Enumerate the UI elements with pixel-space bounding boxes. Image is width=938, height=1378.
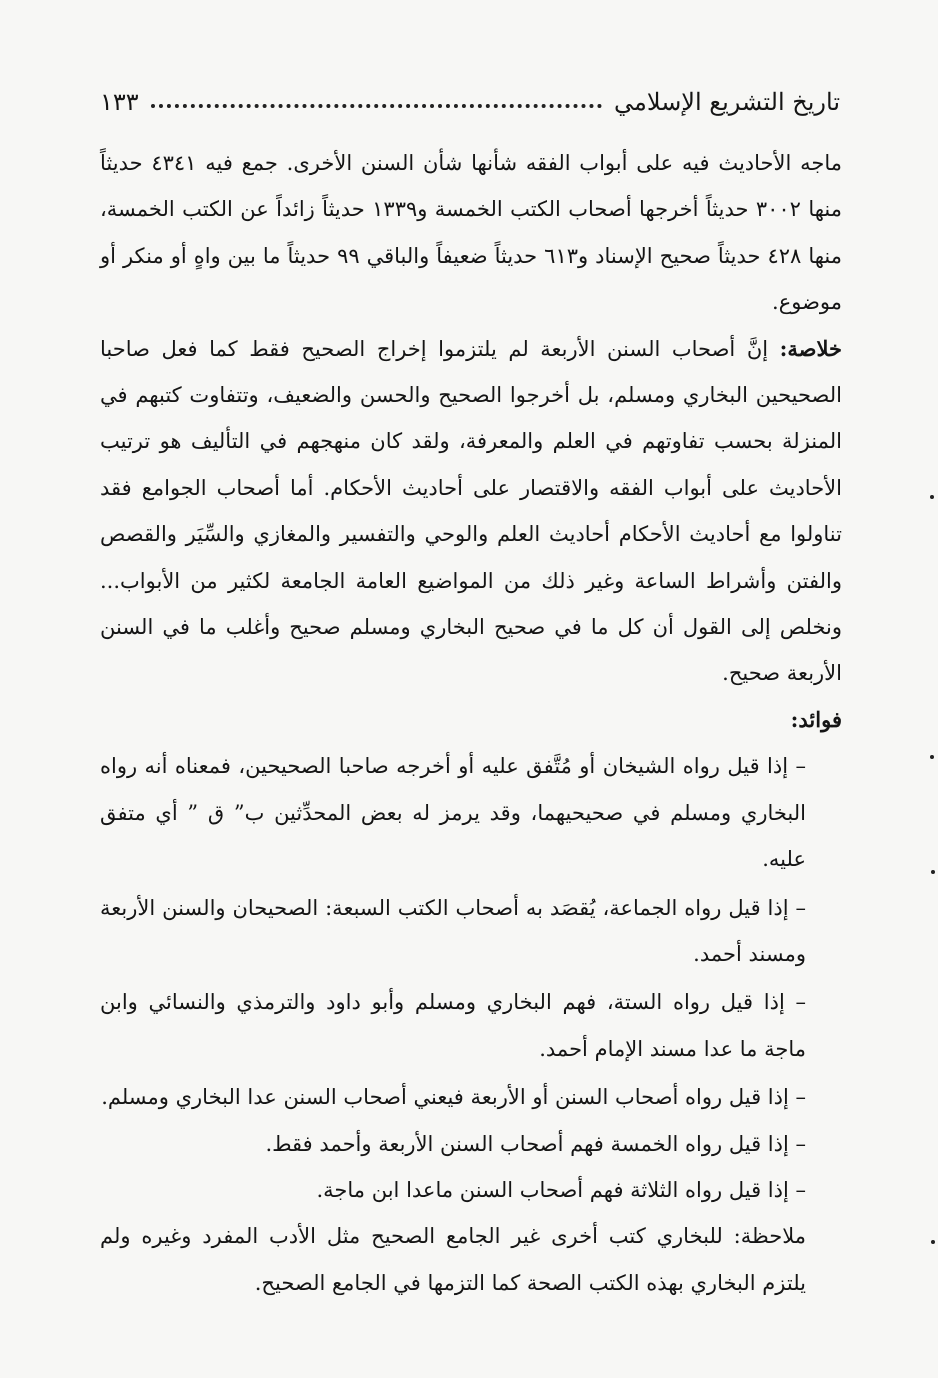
paragraph-ibn-majah: ماجه الأحاديث فيه على أبواب الفقه شأنها شأن السنن الأخرى. جمع فيه ٤٣٤١ حديثاً منها ٣٠٠٢ حديثاً أخرجها أصحاب الكتب الخمسة و١٣٣٩ حديثاً زائداً عن الكتب الخمسة، منها ٤٢٨ حديثاً صحيح الإسناد و٦١٣ حديثاً ضعيفاً والباقي ٩٩ حديثاً ما بين واهٍ أو منكر أو موضوع. [100, 151, 843, 315]
fawaid-heading: فوائد: [790, 706, 842, 732]
fawaid-item-jamaa: – إذا قيل رواه الجماعة، يُقصَد به أصحاب الكتب السبعة: الصحيحان والسنن الأربعة ومسند أحمد. [100, 895, 806, 966]
running-header [100, 84, 840, 120]
summary-label: خلاصة: [779, 335, 842, 361]
fawaid-item-sitta: – إذا قيل رواه الستة، فهم البخاري ومسلم وأبو داود والترمذي والنسائي وابن ماجة ما عدا مسند الإمام أحمد. [100, 990, 806, 1061]
page-number: ١٣٣ [100, 88, 139, 116]
paragraph-summary [100, 326, 842, 697]
page-body [100, 140, 842, 1306]
summary-text: إنَّ أصحاب السنن الأربعة لم يلتزموا إخراج الصحيح فقط كما فعل صاحبا الصحيحين البخاري ومسلم، بل أخرجوا الصحيح والحسن والضعيف، وتتفاوت كتبهم في المنزلة بحسب تفاوتهم في العلم والمعرفة، ولقد كان منهجهم في التأليف هو ترتيب الأحاديث على أبواب الفقه والاقتصار على أحاديث الأحكام. أما أصحاب الجوامع فقد تناولوا مع أحاديث الأحكام أحاديث العلم والوحي والتفسير والمغازي والسِّيَر والقصص والفتن وأشراط الساعة وغير ذلك من المواضيع العامة الجامعة لكثير من الأبواب... ونخلص إلى القول أن كل ما في صحيح البخاري ومسلم صحيح وأغلب ما في السنن الأربعة صحيح. [100, 336, 842, 686]
fawaid-item-khamsa: – إذا قيل رواه الخمسة فهم أصحاب السنن الأربعة وأحمد فقط. [265, 1131, 806, 1156]
header-title: تاريخ التشريع الإسلامي [614, 88, 840, 116]
header-dotted-leader [151, 104, 602, 108]
note-paragraph: ملاحظة: للبخاري كتب أخرى غير الجامع الصحيح مثل الأدب المفرد وغيره ولم يلتزم البخاري بهذه الكتب الصحة كما التزمها في الجامع الصحيح. [100, 1224, 806, 1295]
fawaid-item-sunan: – إذا قيل رواه أصحاب السنن أو الأربعة فيعني أصحاب السنن عدا البخاري ومسلم. [101, 1085, 806, 1110]
fawaid-item-shaykhan: – إذا قيل رواه الشيخان أو مُتَّفق عليه أو أخرجه صاحبا الصحيحين، فمعناه أنه رواه البخاري ومسلم في صحيحيهما، وقد يرمز له بعض المحدِّثين ب” ق ” أي متفق عليه. [100, 754, 806, 872]
fawaid-item-thalatha: – إذا قيل رواه الثلاثة فهم أصحاب السنن ماعدا ابن ماجة. [316, 1177, 806, 1202]
